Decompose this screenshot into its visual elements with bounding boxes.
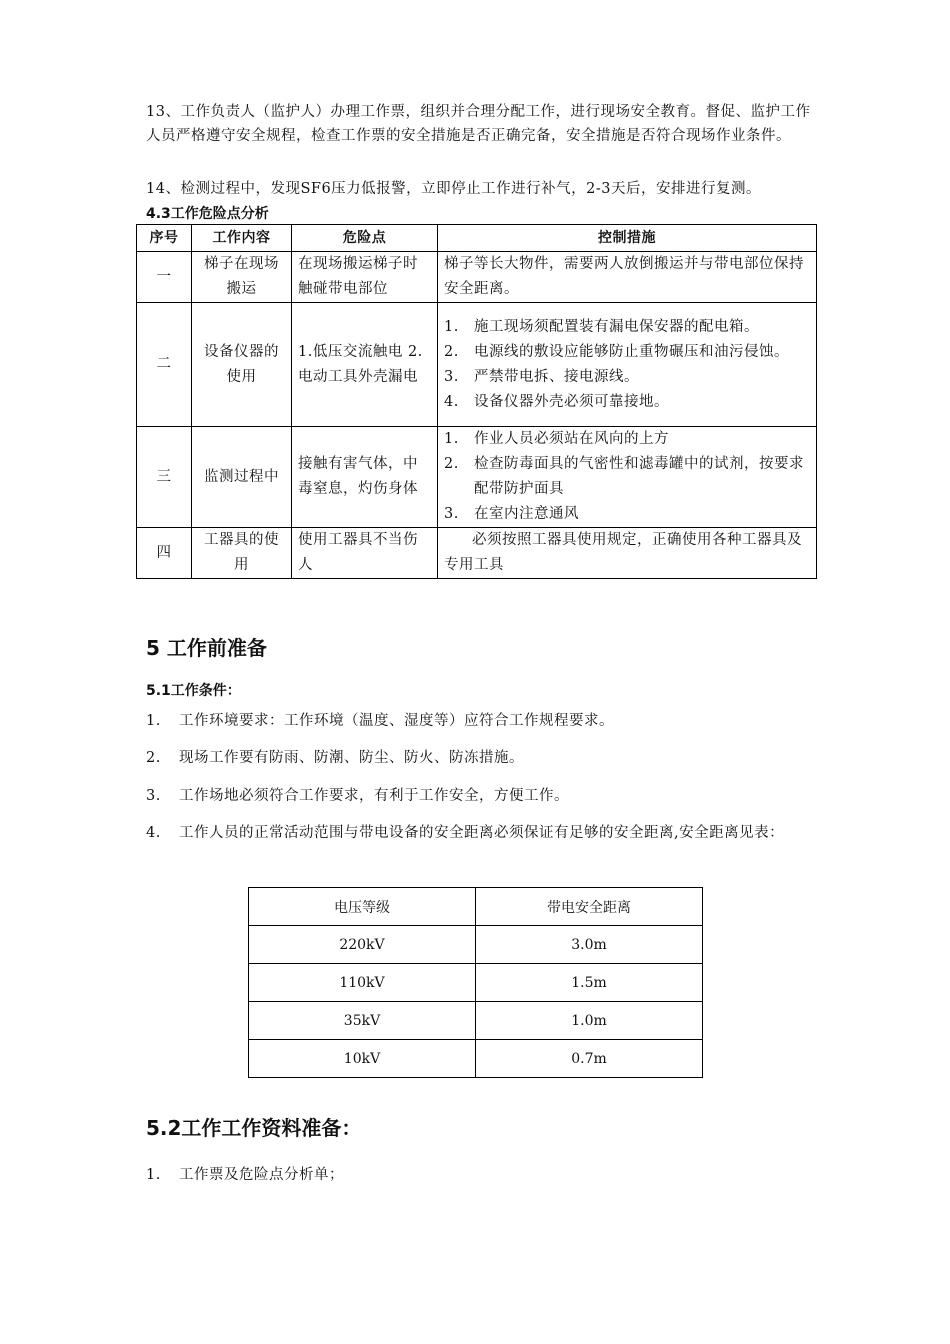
table-row [249,964,703,1002]
row-measures [438,427,817,528]
table-row [137,252,817,303]
header-voltage: 电压等级 [249,888,476,926]
row-no: 二 [137,303,192,427]
measure-item: 4. 设备仪器外壳必须可靠接地。 [444,393,669,410]
safety-distance-table [248,887,703,1078]
voltage-cell: 110kV [249,964,476,1002]
row-no: 四 [137,528,192,579]
measure-text: 必须按照工器具使用规定，正确使用各种工器具及专用工具 [444,532,802,573]
row-hazard: 接触有害气体，中毒窒息，灼伤身体 [292,427,438,528]
row-no: 三 [137,427,192,528]
paragraph-item-13: 13、工作负责人（监护人）办理工作票，组织并合理分配工作，进行现场安全教育。督促、监护工作人员严格遵守安全规程，检查工作票的安全措施是否正确完备，安全措施是否符合现场作业条件。 [146,104,811,144]
document-page: 13、工作负责人（监护人）办理工作票，组织并合理分配工作，进行现场安全教育。督促、监护工作人员严格遵守安全规程，检查工作票的安全措施是否正确完备，安全措施是否符合现场作业条件。 14、检测过程中，发现SF6压力低报警，立即停止工作进行补气，2-3天后，安排进行复测。 4.3工作危险点分析 序号 工作内容 危险点 控制措施 一 梯子在现场搬运 在现场搬运梯子时触碰带电部位 梯子等长大物件，需要两人放倒搬运并与带电部位保持安全距离。 二 设备仪器的使用 1.低压交流触电 2.电动工具外壳漏电 1. 施工现场须配置装有漏电保安器的配电箱。 2. 电源线的敷设应能够防止重物碾压和油污侵蚀。 3. 严禁带电拆、接电源线。 4. 设备仪器外壳必须可靠接地。 三 监测过程中 接触有害气体，中毒窒息，灼伤身体 1. 作业人员必须站在风向的上方 2. 检查防毒面具的气密性和滤毒罐中的试剂，按要求配带防护面具 3. 在室内注意通风 四 工器具的使用 使用工器具不当伤人 必须按照工器具使用规定，正确使用各种工器具及专用工具 5 工作前准备 5.1工作条件： 1. 工作环境要求：工作环境（温度、湿度等）应符合工作规程要求。 2. 现场工作要有防雨、防潮、防尘、防火、防冻措施。 3. 工作场地必须符合工作要求，有利于工作安全，方便工作。 4. 工作人员的正常活动范围与带电设备的安全距离必须保证有足够的安全距离,安全距离见表： 电压等级 带电安全距离 220kV 3.0m 110kV 1.5m 35kV 1.0m 10kV 0.7m 5.2工作工作资料准备： 1. 工作票及危险点分析单； [0,0,950,1344]
voltage-cell: 220kV [249,926,476,964]
table-row [137,528,817,579]
header-distance: 带电安全距离 [476,888,703,926]
row-hazard: 使用工器具不当伤人 [292,528,438,579]
header-content: 工作内容 [192,225,292,252]
table-row [249,926,703,964]
row-measures [438,528,817,579]
measure-item: 3. 在室内注意通风 [444,506,579,522]
distance-cell: 0.7m [476,1040,703,1078]
measure-item: 1. 作业人员必须站在风向的上方 [444,431,669,447]
row-content: 梯子在现场搬运 [192,252,292,303]
section-heading-5-1: 5.1工作条件： [146,683,241,699]
row-content: 监测过程中 [192,427,292,528]
distance-cell: 3.0m [476,926,703,964]
table-header-row [249,888,703,926]
table-row [137,303,817,427]
section-heading-5-2: 5.2工作工作资料准备： [146,1116,362,1140]
row-content: 设备仪器的使用 [192,303,292,427]
table-row [137,427,817,528]
header-hazard: 危险点 [292,225,438,252]
distance-cell: 1.5m [476,964,703,1002]
row-content: 工器具的使用 [192,528,292,579]
header-measures: 控制措施 [438,225,817,252]
risk-analysis-table [136,224,817,579]
measure-item: 2. 电源线的敷设应能够防止重物碾压和油污侵蚀。 [444,343,789,360]
voltage-cell: 35kV [249,1002,476,1040]
measure-item: 2. 检查防毒面具的气密性和滤毒罐中的试剂，按要求配带防护面具 [444,456,804,497]
row-measures [438,303,817,427]
section-title-5: 5 工作前准备 [146,636,267,660]
row-hazard: 在现场搬运梯子时触碰带电部位 [292,252,438,303]
table-row [249,1002,703,1040]
distance-cell: 1.0m [476,1002,703,1040]
paragraph-item-14: 14、检测过程中，发现SF6压力低报警，立即停止工作进行补气，2-3天后，安排进行复测。 [146,181,762,197]
header-no: 序号 [137,225,192,252]
measure-text: 梯子等长大物件，需要两人放倒搬运并与带电部位保持安全距离。 [444,256,804,297]
measure-item: 1. 施工现场须配置装有漏电保安器的配电箱。 [444,318,759,335]
section-heading-4-3: 4.3工作危险点分析 [146,206,269,222]
voltage-cell: 10kV [249,1040,476,1078]
row-hazard: 1.低压交流触电 2.电动工具外壳漏电 [292,303,438,427]
table-row [249,1040,703,1078]
measure-item: 3. 严禁带电拆、接电源线。 [444,368,639,385]
row-measures [438,252,817,303]
row-no: 一 [137,252,192,303]
table-header-row [137,225,817,252]
